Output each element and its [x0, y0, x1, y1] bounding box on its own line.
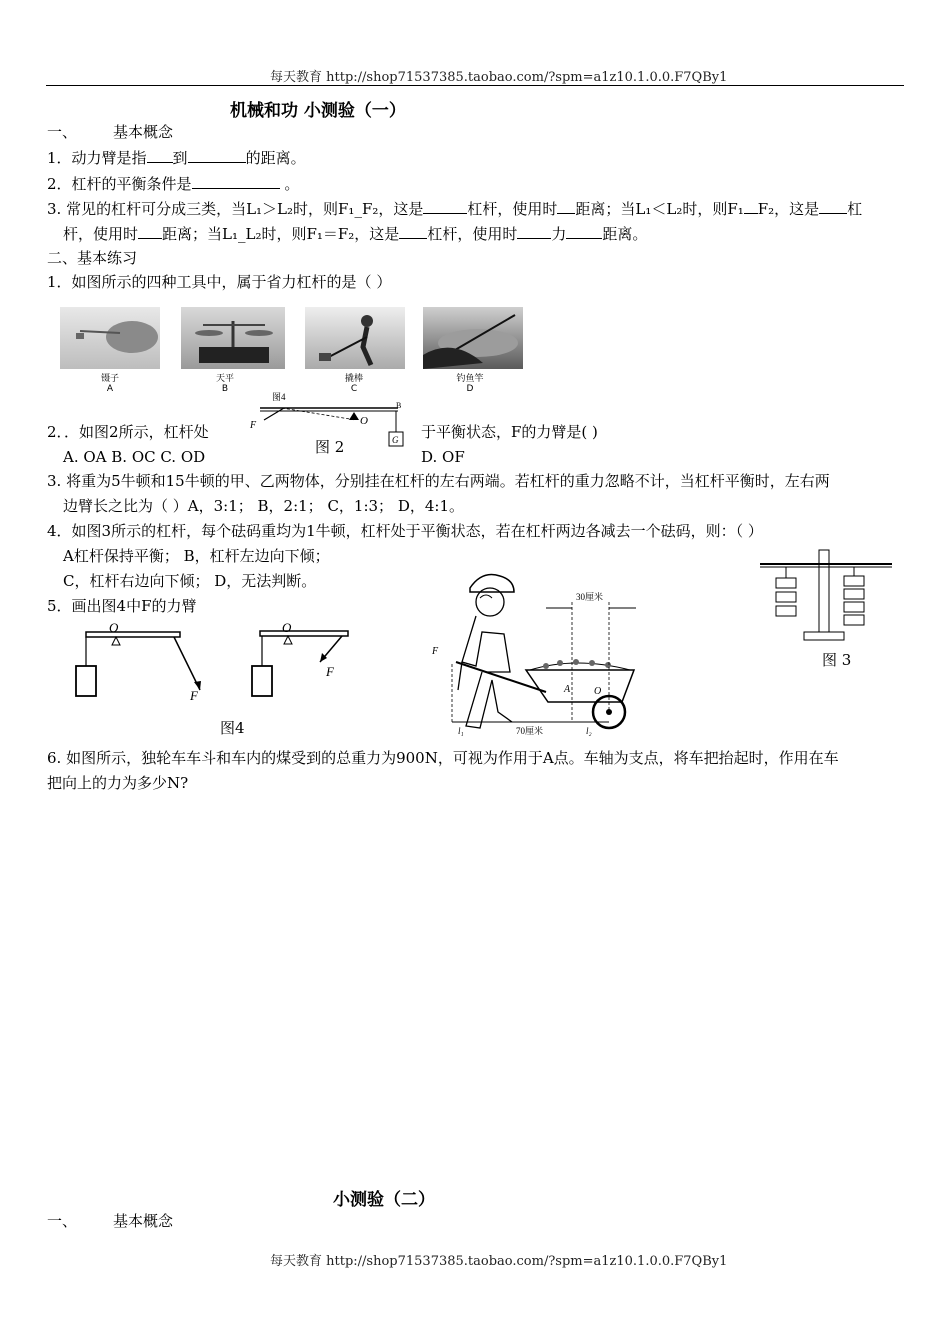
- svg-text:F: F: [190, 688, 198, 703]
- svg-text:A: A: [564, 684, 571, 695]
- practice-2-right: 于平衡状态，F的力臂是( ): [421, 423, 598, 441]
- svg-text:F: F: [326, 664, 334, 679]
- svg-text:l₂: l₂: [586, 726, 592, 736]
- quiz2-title: 小测验（二）: [333, 1190, 435, 1210]
- practice-2-options: A. OA B. OC C. OD: [63, 448, 206, 466]
- figure-4-levers: [70, 618, 370, 712]
- svg-text:图4: 图4: [272, 392, 286, 402]
- practice-4-line2: A杠杆保持平衡； B，杠杆左边向下倾；: [63, 547, 330, 565]
- practice-3-line2: 边臂长之比为（ ）A，3:1； B，2:1； C，1:3； D，4:1。: [63, 497, 464, 515]
- figure-3-caption: 图 3: [822, 651, 852, 669]
- svg-text:l₁: l₁: [458, 726, 464, 736]
- svg-text:O: O: [360, 415, 368, 427]
- quiz2-section1-label: 基本概念: [113, 1212, 174, 1230]
- svg-text:30厘米: 30厘米: [576, 592, 604, 602]
- svg-text:O: O: [109, 620, 119, 635]
- caption-b: 天平 B: [215, 374, 234, 394]
- balance-photo: [181, 307, 285, 369]
- question-3-line2: 杆，使用时 距离；当L₁_L₂时，则F₁＝F₂，这是 杠杆，使用时 力 距离。: [63, 225, 648, 243]
- fishing-rod-photo: [423, 307, 523, 369]
- practice-6-line2: 把向上的力为多少N?: [47, 774, 189, 792]
- header-rule: [46, 85, 904, 86]
- question-1: 1．动力臂是指 到 的距离。: [47, 149, 306, 167]
- svg-text:O: O: [282, 620, 292, 635]
- section1-label: 基本概念: [113, 123, 174, 141]
- caption-a: 镊子 A: [100, 374, 119, 394]
- practice-1: 1．如图所示的四种工具中，属于省力杠杆的是（ ）: [47, 273, 392, 291]
- section2-label: 二、基本练习: [47, 249, 138, 267]
- page-footer: 每天教育 http://shop71537385.taobao.com/?spm=a1z10.1.0.0.F7QBy1: [270, 1254, 728, 1269]
- practice-2-option-d: D. OF: [421, 448, 465, 466]
- svg-text:F: F: [250, 420, 257, 431]
- svg-text:F: F: [432, 646, 439, 657]
- quiz2-section1-number: 一、: [47, 1212, 78, 1230]
- page-header: 每天教育 http://shop71537385.taobao.com/?spm=a1z10.1.0.0.F7QBy1: [270, 70, 728, 85]
- svg-text:70厘米: 70厘米: [516, 726, 544, 736]
- question-3-line1: 3. 常见的杠杆可分成三类，当L₁＞L₂时，则F₁_F₂，这是 杠杆，使用时 距离；当L₁＜L₂时，则F₁ F₂，这是 杠: [47, 200, 863, 218]
- practice-6-line1: 6. 如图所示，独轮车车斗和车内的煤受到的总重力为900N，可视为作用于A点。车轴为支点，将车把抬起时，作用在车: [47, 749, 839, 767]
- wheelbarrow-figure: [426, 562, 654, 738]
- figure-4-caption: 图4: [220, 719, 245, 737]
- practice-3-line1: 3. 将重为5牛顿和15牛顿的甲、乙两物体，分别挂在杠杆的左右两端。若杠杆的重力忽略不计，当杠杆平衡时，左右两: [47, 472, 830, 490]
- practice-5: 5．画出图4中F的力臂: [47, 597, 197, 615]
- svg-text:O: O: [594, 686, 602, 697]
- section1-number: 一、: [47, 123, 78, 141]
- svg-text:G: G: [392, 435, 399, 445]
- quiz1-title: 机械和功 小测验（一）: [230, 101, 406, 121]
- svg-text:B: B: [396, 401, 402, 410]
- question-2: 2．杠杆的平衡条件是 。: [47, 175, 300, 193]
- crowbar-photo: [305, 307, 405, 369]
- practice-4-line1: 4．如图3所示的杠杆，每个砝码重均为1牛顿，杠杆处于平衡状态，若在杠杆两边各减去一个砝码，则：（ ）: [47, 522, 763, 540]
- figure-3-balance: [756, 548, 896, 644]
- practice-2-left: 2．．如图2所示，杠杆处: [47, 423, 209, 441]
- practice-4-line3: C，杠杆右边向下倾； D，无法判断。: [63, 572, 317, 590]
- tweezers-photo: [60, 307, 160, 369]
- figure-2-caption: 图 2: [315, 438, 345, 456]
- caption-d: 钓鱼竿 D: [456, 374, 484, 394]
- caption-c: 撬棒 C: [344, 374, 363, 394]
